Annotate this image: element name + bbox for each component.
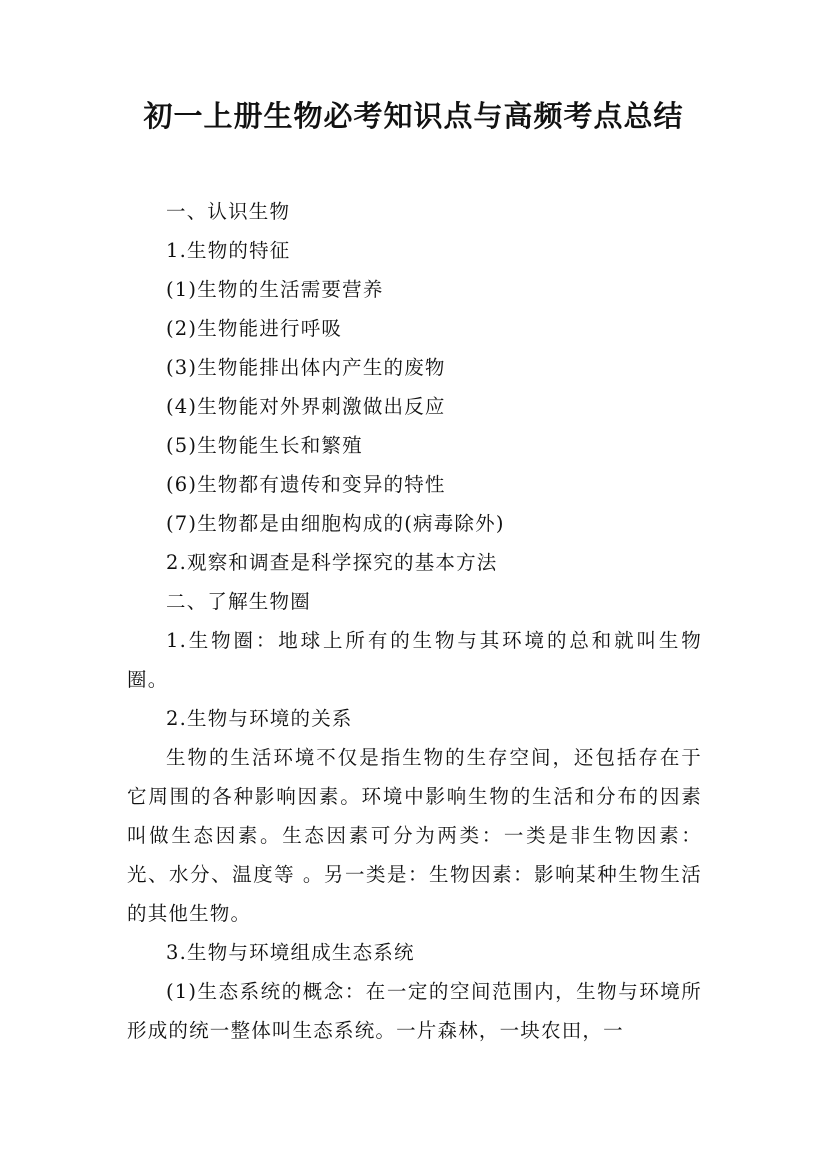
document-body — [127, 192, 702, 1050]
subsection-heading: 3.生物与环境组成生态系统 — [166, 941, 415, 964]
section-heading: 一、认识生物 — [166, 200, 291, 223]
list-item: (7)生物都是由细胞构成的(病毒除外) — [166, 512, 505, 535]
list-item: (3)生物能排出体内产生的废物 — [166, 356, 446, 379]
list-item: (5)生物能生长和繁殖 — [166, 434, 363, 457]
list-item: (2)生物能进行呼吸 — [166, 317, 343, 340]
section-heading: 二、了解生物圈 — [166, 590, 311, 613]
body-paragraph: (1)生态系统的概念：在一定的空间范围内，生物与环境所形成的统一整体叫生态系统。一片森林，一块农田，一 — [127, 980, 702, 1042]
subsection-heading: 2.生物与环境的关系 — [166, 707, 353, 730]
list-item: (6)生物都有遗传和变异的特性 — [166, 473, 446, 496]
body-paragraph: 生物的生活环境不仅是指生物的生存空间，还包括存在于它周围的各种影响因素。环境中影响生物的生活和分布的因素叫做生态因素。生态因素可分为两类：一类是非生物因素：光、水分、温度等 。另一类是：生物因素：影响某种生物生活的其他生物。 — [127, 746, 702, 925]
document-title: 初一上册生物必考知识点与高频考点总结 — [143, 99, 684, 133]
body-paragraph: 1.生物圈：地球上所有的生物与其环境的总和就叫生物圈。 — [127, 629, 702, 691]
list-item: (4)生物能对外界刺激做出反应 — [166, 395, 446, 418]
list-item: (1)生物的生活需要营养 — [166, 278, 384, 301]
subsection-heading: 1.生物的特征 — [166, 239, 291, 262]
subsection-heading: 2.观察和调查是科学探究的基本方法 — [166, 551, 498, 574]
